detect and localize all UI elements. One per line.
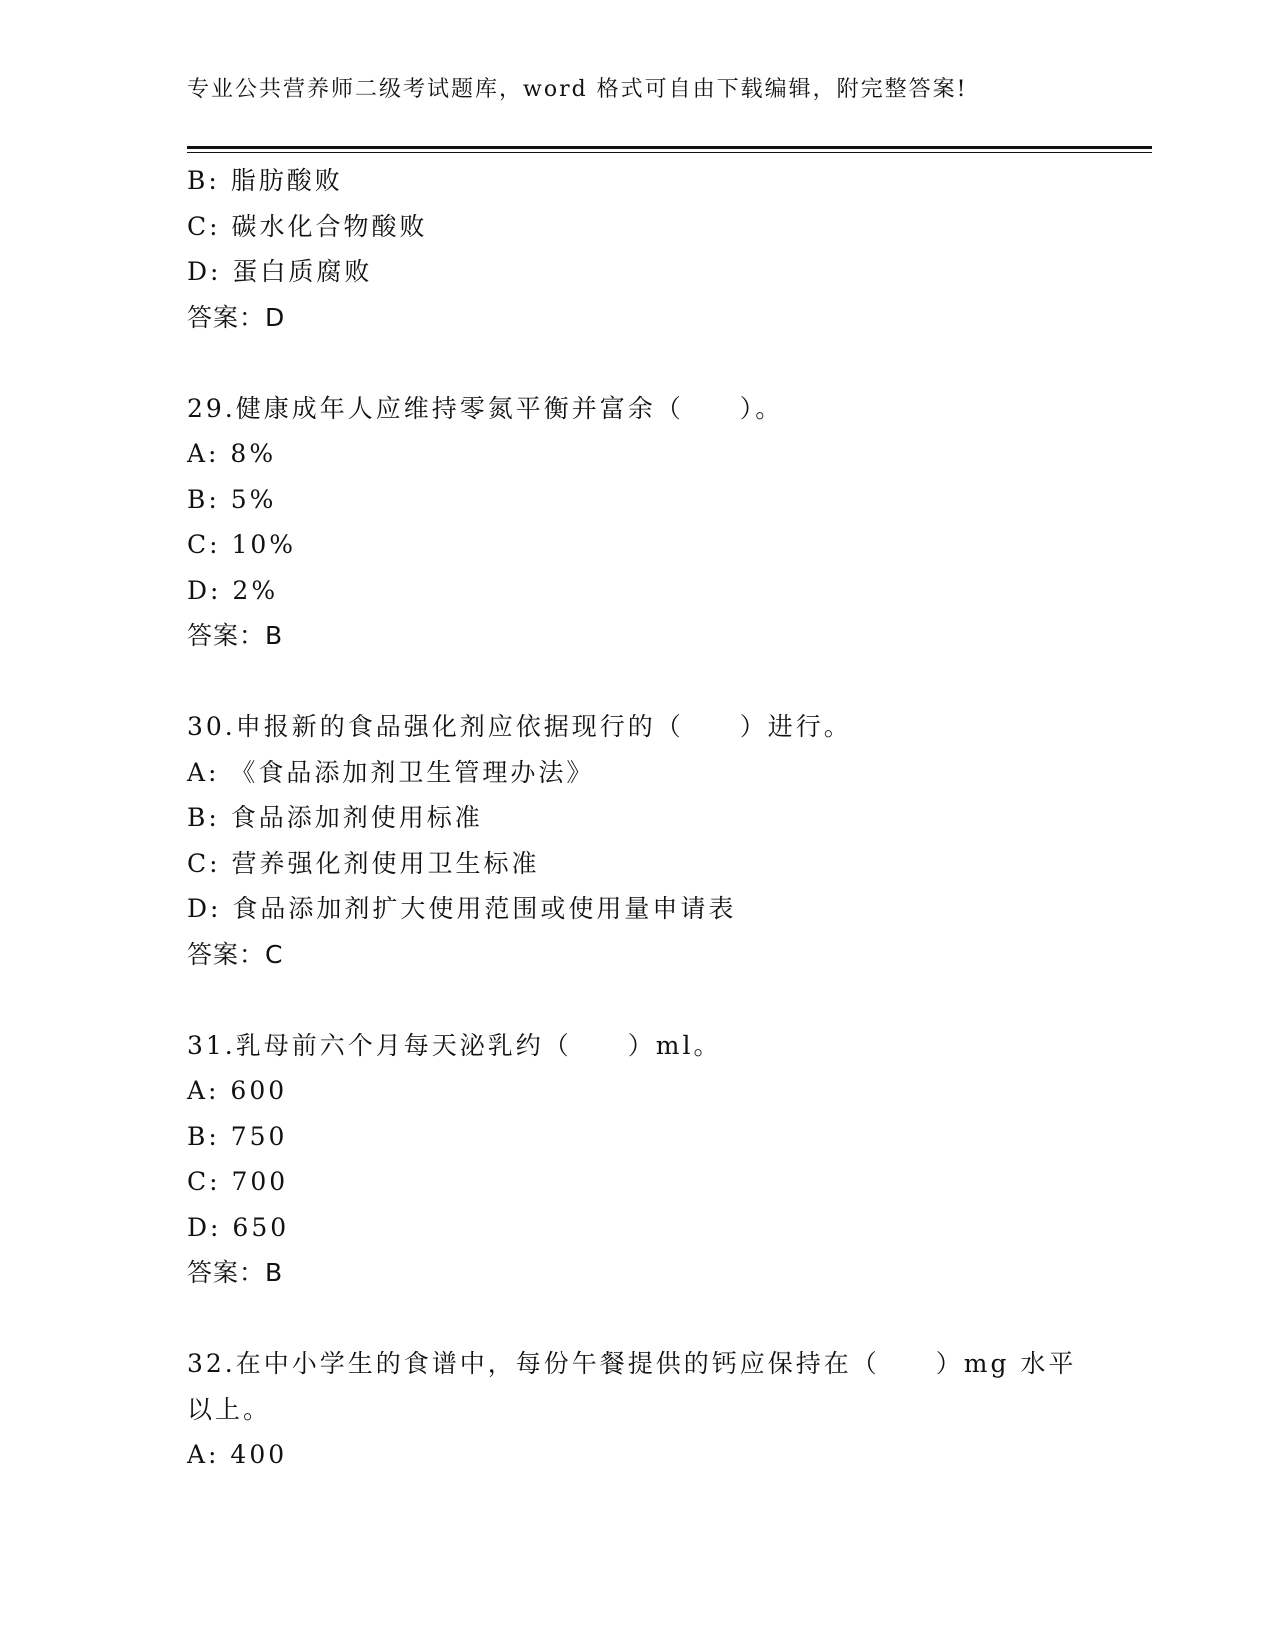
question-32: 32.在中小学生的食谱中，每份午餐提供的钙应保持在（ ）mg 水平 <box>187 1349 1077 1378</box>
option-d: D: 蛋白质腐败 <box>187 257 373 286</box>
page-header: 专业公共营养师二级考试题库，word 格式可自由下载编辑，附完整答案! <box>187 77 968 102</box>
option-c: C: 700 <box>187 1167 289 1196</box>
answer: 答案：B <box>187 1258 284 1287</box>
question-29: 29.健康成年人应维持零氮平衡并富余（ ）。 <box>187 393 784 423</box>
question-content <box>187 158 1087 1478</box>
option-b: B: 食品添加剂使用标准 <box>187 803 483 832</box>
answer: 答案：D <box>187 302 286 332</box>
question-32-continued: 以上。 <box>187 1394 272 1424</box>
answer: 答案：B <box>187 621 284 650</box>
spacer <box>187 340 1087 386</box>
option-b: B: 脂肪酸败 <box>187 166 343 195</box>
option-c: C: 碳水化合物酸败 <box>187 211 428 241</box>
header-rule-thin <box>187 152 1152 153</box>
option-a: A: 8% <box>187 439 277 468</box>
option-d: D: 650 <box>187 1212 290 1242</box>
question-30: 30.申报新的食品强化剂应依据现行的（ ）进行。 <box>187 712 852 741</box>
header-rule-thick <box>187 146 1152 149</box>
question-31: 31.乳母前六个月每天泌乳约（ ）ml。 <box>187 1030 722 1060</box>
option-d: D: 食品添加剂扩大使用范围或使用量申请表 <box>187 894 737 923</box>
option-a: A: 《食品添加剂卫生管理办法》 <box>187 757 595 787</box>
option-d: D: 2% <box>187 575 279 605</box>
spacer <box>187 659 1087 705</box>
option-c: C: 营养强化剂使用卫生标准 <box>187 848 540 878</box>
option-a: A: 600 <box>187 1076 288 1105</box>
option-a: A: 400 <box>187 1440 288 1469</box>
answer: 答案：C <box>187 939 284 969</box>
spacer <box>187 977 1087 1023</box>
spacer <box>187 1296 1087 1342</box>
option-c: C: 10% <box>187 530 297 559</box>
option-b: B: 750 <box>187 1121 288 1151</box>
option-b: B: 5% <box>187 484 277 514</box>
